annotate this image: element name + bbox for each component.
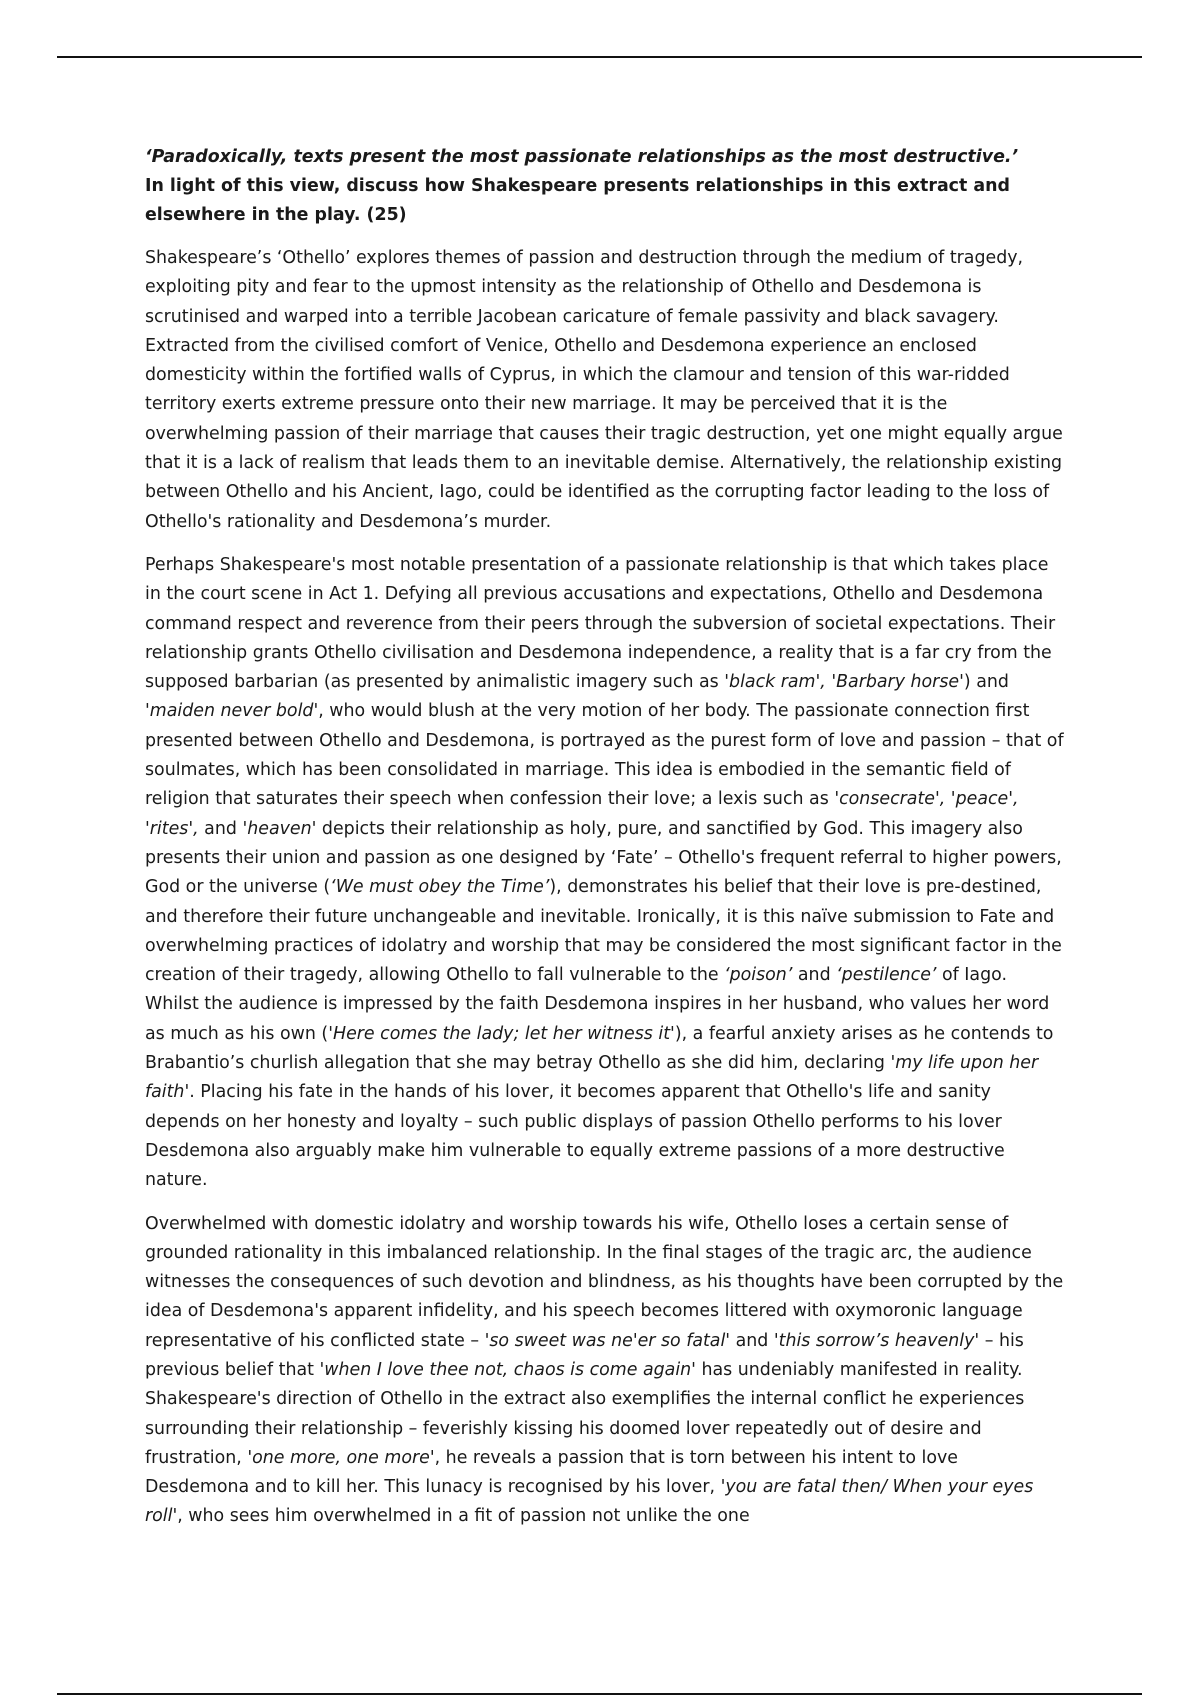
question-prompt: In light of this view, discuss how Shakespeare presents relationships in this extract and elsewhere in the play. (25) [145,176,1010,225]
quotation: ‘poison’ [724,965,793,986]
quotation: 'black ram', 'Barbary horse' [724,672,964,693]
quotation: 'Here comes the lady; let her witness it' [328,1023,675,1044]
text-segment: and [198,818,243,839]
paragraph-2 [145,551,1065,1196]
quotation: 'you are fatal then/ When your eyes roll' [145,1477,1034,1527]
text-segment: , he reveals a passion that is torn between his intent to love Desdemona and to kill her. This lunacy is recognised by his lover, [145,1447,958,1498]
text-segment: has undeniably manifested in reality. Shakespeare's direction of Othello in the extract also exemplifies the internal conflict he experiences surrounding their relationship – feverishly kissing his doomed lover repeatedly out of desire and frustration, [145,1359,1025,1468]
quotation: 'maiden never bold' [145,701,319,722]
text-segment: depicts their relationship as holy, pure, and sanctified by God. This imagery also presents their union and passion as one designed by ‘Fate’ – Othello's frequent referral to higher powers, God or the universe ( [145,818,1062,898]
quotation: 'when I love thee not, chaos is come again' [319,1359,696,1380]
quotation: ‘We must obey the Time’ [330,877,550,898]
text-segment: . Placing his fate in the hands of his lover, it becomes apparent that Othello's life and sanity depends on her honesty and loyalty – such public displays of passion Othello performs to his lover Desdemona also arguably make him vulnerable to equally extreme passions of a more destructive nature. [145,1082,1005,1191]
quotation: ‘pestilence’ [836,965,937,986]
text-segment: and [730,1330,774,1351]
essay-question [145,143,1065,230]
text-segment: Overwhelmed with domestic idolatry and worship towards his wife, Othello loses a certain sense of grounded rationality in this imbalanced relationship. In the final stages of the tragic arc, the audience witnesses the consequences of such devotion and blindness, as his thoughts have been corrupted by the idea of Desdemona's apparent infidelity, and his speech becomes littered with oxymoronic language representative of his conflicted state – [145,1213,1064,1351]
text-segment: , who would blush at the very motion of her body. The passionate connection first presented between Othello and Desdemona, is portrayed as the purest form of love and passion – that of soulmates, which has been consolidated in marriage. This idea is embodied in the semantic field of religion that saturates their speech when confession their love; a lexis such as [145,701,1064,810]
paragraph-3 [145,1210,1065,1532]
essay-page [145,143,1065,1546]
header-rule [57,56,1142,58]
text-segment: ), demonstrates his belief that their love is pre-destined, and therefore their future unchangeable and inevitable. Ironically, it is this naïve submission to Fate and overwhelming practices of idolatry and worship that may be considered the most significant factor in the creation of their tragedy, allowing Othello to fall vulnerable to the [145,877,1062,986]
quotation: 'consecrate', 'peace', 'rites', [145,789,1019,839]
quotation: 'heaven' [242,818,317,839]
question-quote: ‘Paradoxically, texts present the most passionate relationships as the most destructive.’ [145,147,1019,167]
text-segment: and [792,965,837,986]
text-segment: of Iago. Whilst the audience is impressed by the faith Desdemona inspires in her husband, who values her word as much as his own ( [145,965,1050,1044]
text-segment: – his previous belief that [145,1330,1024,1380]
quotation: 'this sorrow’s heavenly' [773,1330,980,1351]
text-segment: ) and [963,672,1009,693]
text-segment: Shakespeare’s ‘Othello’ explores themes of passion and destruction through the medium of tragedy, exploiting pity and fear to the upmost intensity as the relationship of Othello and Desdemona is scrutinised and warped into a terrible Jacobean caricature of female passivity and black savagery. Extracted from the civilised comfort of Venice, Othello and Desdemona experience an enclosed domesticity within the fortified walls of Cyprus, in which the clamour and tension of this war-ridded territory exerts extreme pressure onto their new marriage. It may be perceived that it is the overwhelming passion of their marriage that causes their tragic destruction, yet one might equally argue that it is a lack of realism that leads them to an inevitable demise. Alternatively, the relationship existing between Othello and his Ancient, Iago, could be identified as the corrupting factor leading to the loss of Othello's rationality and Desdemona’s murder. [145,248,1063,532]
quotation: 'my life upon her faith' [145,1053,1039,1103]
quotation: 'one more, one more' [247,1447,435,1468]
text-segment: , who sees him overwhelmed in a fit of passion not unlike the one [177,1506,750,1527]
paragraph-1 [145,244,1065,537]
quotation: 'so sweet was ne'er so fatal' [484,1330,731,1351]
text-segment: ), a fearful anxiety arises as he contends to Brabantio’s churlish allegation that she may betray Othello as she did him, declaring [145,1023,1054,1074]
text-segment: Perhaps Shakespeare's most notable presentation of a passionate relationship is that which takes place in the court scene in Act 1. Defying all previous accusations and expectations, Othello and Desdemona command respect and reverence from their peers through the subversion of societal expectations. Their relationship grants Othello civilisation and Desdemona independence, a reality that is a far cry from the supposed barbarian (as presented by animalistic imagery such as [145,554,1056,693]
footer-rule [57,1693,1142,1695]
